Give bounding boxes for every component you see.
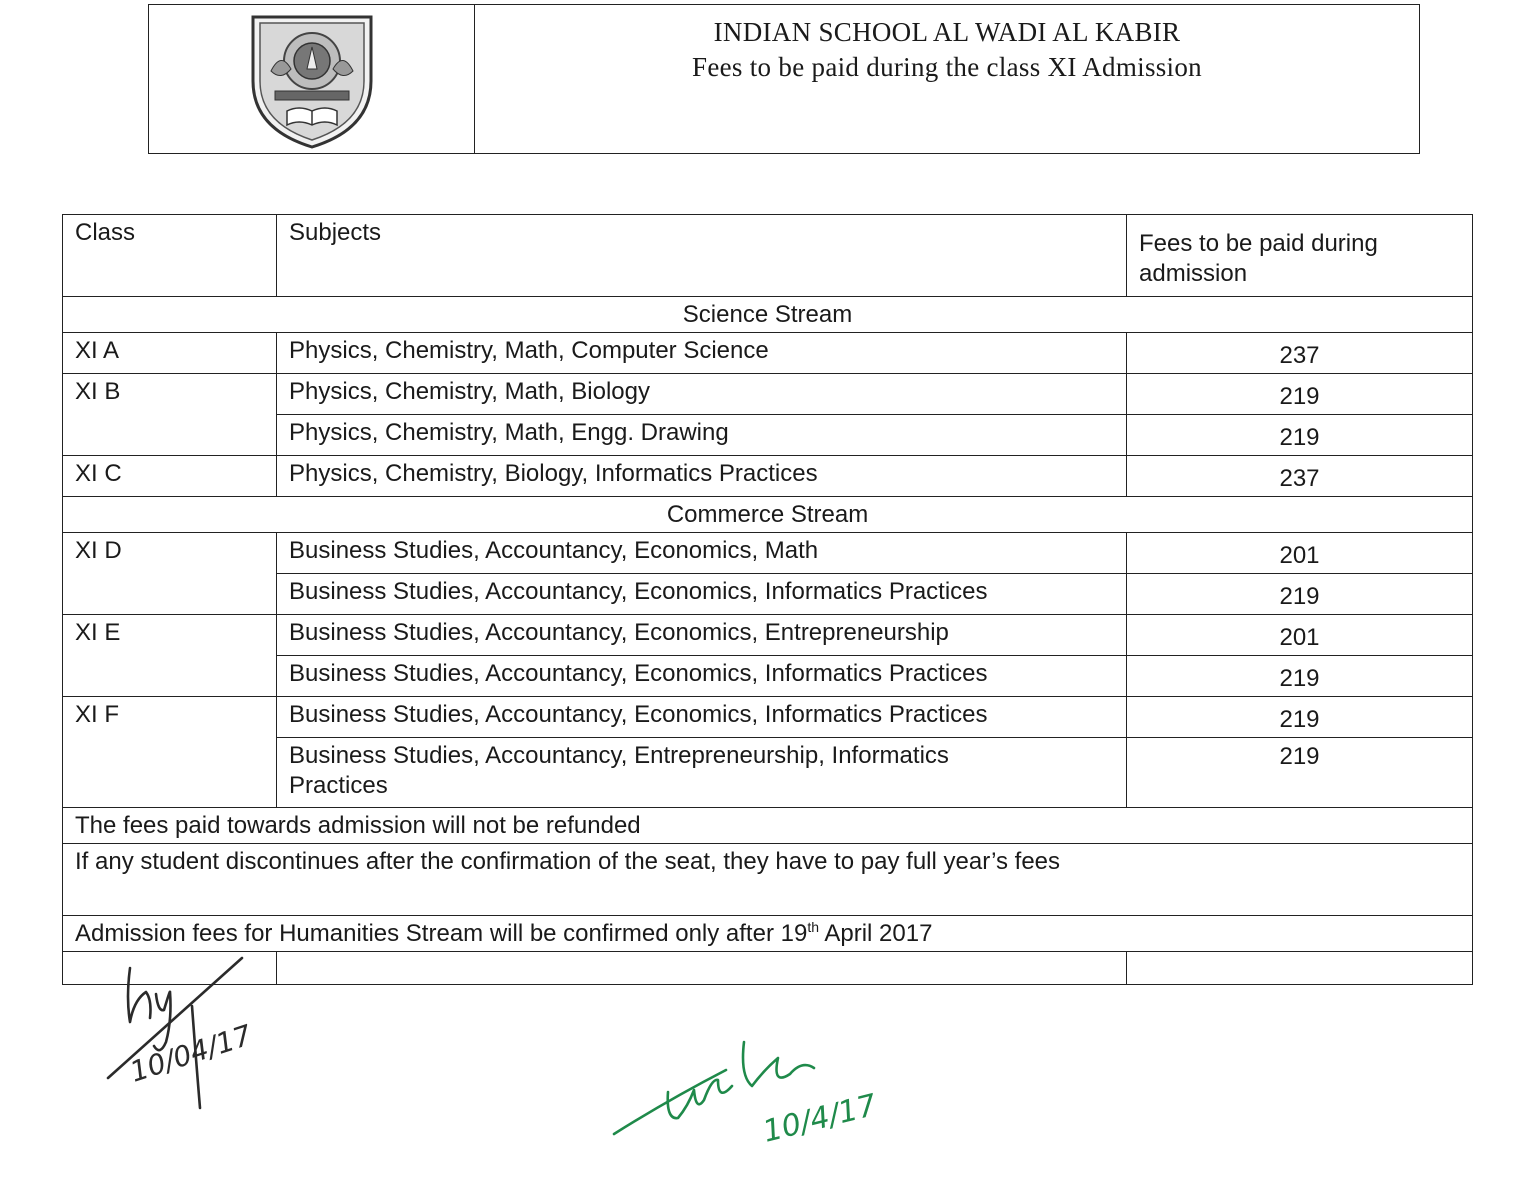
table-row bbox=[63, 456, 1473, 497]
school-name: INDIAN SCHOOL AL WADI AL KABIR bbox=[713, 17, 1181, 47]
subjects-cell: Physics, Chemistry, Math, Biology bbox=[277, 374, 1127, 415]
table-header-row bbox=[63, 215, 1473, 297]
class-cell: XI F bbox=[63, 697, 277, 808]
note-row bbox=[63, 916, 1473, 952]
fee-cell: 219 bbox=[1127, 574, 1473, 615]
subjects-cell: Business Studies, Accountancy, Economics, Informatics Practices bbox=[277, 697, 1127, 738]
humanities-note bbox=[63, 916, 1473, 952]
fee-cell: 219 bbox=[1127, 656, 1473, 697]
subjects-cell: Physics, Chemistry, Math, Engg. Drawing bbox=[277, 415, 1127, 456]
humanities-note-suffix: April 2017 bbox=[819, 920, 933, 947]
fee-cell: 219 bbox=[1127, 738, 1473, 808]
table-row bbox=[63, 374, 1473, 415]
header-fees: Fees to be paid during admission bbox=[1127, 215, 1473, 297]
document-header bbox=[148, 4, 1420, 154]
subjects-cell: Business Studies, Accountancy, Economics, Entrepreneurship bbox=[277, 615, 1127, 656]
table-row bbox=[63, 697, 1473, 738]
class-cell: XI B bbox=[63, 374, 277, 456]
subjects-cell: Business Studies, Accountancy, Economics, Math bbox=[277, 533, 1127, 574]
science-stream-row bbox=[63, 297, 1473, 333]
humanities-note-sup: th bbox=[807, 919, 819, 935]
science-stream-label: Science Stream bbox=[63, 297, 1473, 333]
discontinue-note: If any student discontinues after the confirmation of the seat, they have to pay full year’s fees bbox=[63, 844, 1473, 916]
class-cell: XI E bbox=[63, 615, 277, 697]
fee-cell: 237 bbox=[1127, 456, 1473, 497]
right-signature-date: 10/4/17 bbox=[759, 1087, 881, 1150]
left-signature bbox=[100, 950, 280, 1120]
subjects-cell: Physics, Chemistry, Biology, Informatics Practices bbox=[277, 456, 1127, 497]
commerce-stream-label: Commerce Stream bbox=[63, 497, 1473, 533]
left-signature-date: 10/04/17 bbox=[125, 1018, 256, 1089]
school-crest-logo bbox=[247, 11, 377, 151]
note-row bbox=[63, 844, 1473, 916]
refund-note: The fees paid towards admission will not be refunded bbox=[63, 808, 1473, 844]
fee-cell: 201 bbox=[1127, 615, 1473, 656]
fee-cell: 219 bbox=[1127, 374, 1473, 415]
header-subjects: Subjects bbox=[277, 215, 1127, 297]
table-row bbox=[63, 533, 1473, 574]
empty-cell bbox=[277, 952, 1127, 985]
fee-cell: 219 bbox=[1127, 697, 1473, 738]
header-title-cell bbox=[475, 5, 1419, 153]
document-subtitle: Fees to be paid during the class XI Admission bbox=[692, 52, 1202, 82]
header-class: Class bbox=[63, 215, 277, 297]
fee-table bbox=[62, 214, 1473, 985]
fee-cell: 201 bbox=[1127, 533, 1473, 574]
subjects-cell: Business Studies, Accountancy, Economics, Informatics Practices bbox=[277, 656, 1127, 697]
right-signature bbox=[608, 1030, 908, 1160]
note-row bbox=[63, 808, 1473, 844]
commerce-stream-row bbox=[63, 497, 1473, 533]
subjects-cell: Business Studies, Accountancy, Entrepreneurship, Informatics Practices bbox=[277, 738, 1127, 808]
logo-cell bbox=[149, 5, 475, 153]
subjects-cell: Business Studies, Accountancy, Economics, Informatics Practices bbox=[277, 574, 1127, 615]
fee-cell: 237 bbox=[1127, 333, 1473, 374]
humanities-note-prefix: Admission fees for Humanities Stream will be confirmed only after 19 bbox=[75, 920, 808, 947]
class-cell: XI A bbox=[63, 333, 277, 374]
table-row bbox=[63, 615, 1473, 656]
class-cell: XI D bbox=[63, 533, 277, 615]
class-cell: XI C bbox=[63, 456, 277, 497]
fee-cell: 219 bbox=[1127, 415, 1473, 456]
empty-cell bbox=[1127, 952, 1473, 985]
subjects-cell: Physics, Chemistry, Math, Computer Science bbox=[277, 333, 1127, 374]
table-row bbox=[63, 333, 1473, 374]
